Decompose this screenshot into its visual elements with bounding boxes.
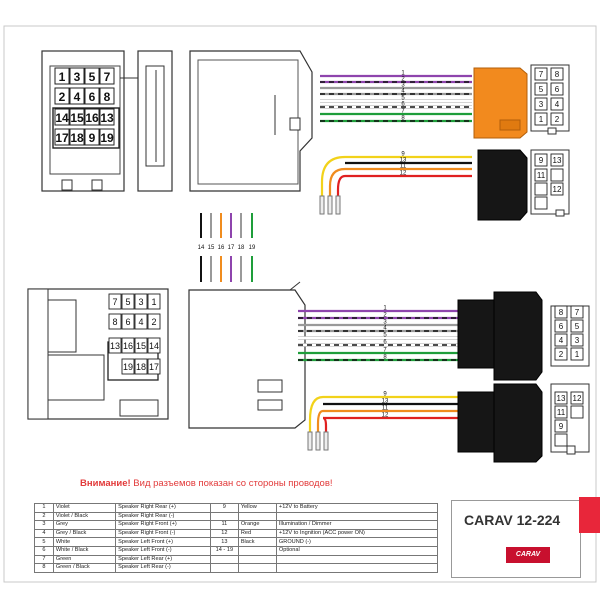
corner-red-marker [579,497,600,533]
bottom-plug-pin-b-label: 15 [135,341,147,351]
top-right-box-b-key [556,210,564,216]
legend-row [35,564,438,573]
legend-cell: Speaker Left Front (-) [116,546,211,555]
top-plug-pin-label: 15 [70,111,84,125]
legend-cell: 8 [35,564,54,573]
top-latch-slot [146,66,164,166]
top-right-box-a-label: 8 [554,70,560,79]
mid-bundle-label: 14 [197,245,205,251]
top-plug-pin-label: 4 [73,90,81,104]
bottom-yellow-lead [310,397,323,432]
bottom-wire-a-number: 1 [383,305,387,312]
model-name: CARAV 12-224 [464,512,561,528]
legend-cell: Speaker Right Rear (+) [116,504,211,513]
top-plug-pin-label: 18 [70,131,84,145]
top-right-box-a-key [548,128,556,134]
legend-cell: +12V to Ingnition (ACC power ON) [276,529,437,538]
bottom-orange-lead [318,411,323,432]
top-right-box-b-cell [535,197,547,209]
legend-cell: Illumination / Dimmer [276,521,437,530]
bottom-wire-b-number: 11 [381,405,389,412]
legend-row [35,546,438,555]
legend-cell: 3 [35,521,54,530]
legend-cell: Violet / Black [53,512,115,521]
top-right-box-a-label: 5 [538,85,544,94]
legend-cell: 13 [210,538,238,547]
bottom-right-box-a-label: 7 [574,308,580,317]
legend-cell [210,555,238,564]
bottom-plug-pin-b-label: 16 [122,341,134,351]
top-right-box-b-cell [551,169,563,181]
bottom-right-box-a-label: 5 [574,322,580,331]
bottom-wire-a-number: 8 [383,354,387,361]
bottom-right-box-b-label: 9 [558,422,564,431]
bottom-wire-a-number: 2 [383,312,387,319]
mid-bundle-label: 17 [227,245,235,251]
top-wire-b-number: 12 [399,170,407,177]
legend-row [35,555,438,564]
bottom-right-box-b-label: 11 [556,408,566,417]
legend-cell [238,555,276,564]
bottom-plug-pin-a-label: 5 [125,297,131,307]
top-wire-a-number: 7 [401,108,405,115]
top-plug-pin-label: 6 [88,90,96,104]
top-black-connector [478,150,527,220]
top-plug-pin-label: 17 [55,131,69,145]
legend-cell: White [53,538,115,547]
bottom-right-box-b-label: 13 [556,394,566,403]
top-right-box-a-label: 7 [538,70,544,79]
top-housing-latch [290,118,300,130]
top-wire-a-number: 3 [401,82,405,89]
top-red-lead [338,176,345,196]
legend-cell: 4 [35,529,54,538]
bottom-plug-pin-a-label: 8 [112,317,118,327]
top-wire-b-number: 11 [399,163,407,170]
top-plug-pin-label: 1 [58,70,66,84]
top-plug-pin-label: 7 [103,70,111,84]
legend-cell: Red [238,529,276,538]
bottom-plug-pin-a-label: 7 [112,297,118,307]
top-plug-pin-label: 3 [73,70,81,84]
top-wire-a-number: 2 [401,76,405,83]
top-plug-pin-label: 14 [55,111,69,125]
bottom-housing-pin [290,282,300,290]
legend-cell [210,512,238,521]
bottom-housing-latch [258,380,282,392]
legend-cell: Speaker Right Front (+) [116,521,211,530]
top-wire-a-number: 5 [401,95,405,102]
top-plug-pin-label: 19 [100,131,114,145]
bottom-right-box-a-label: 1 [574,350,580,359]
top-plug-tab [92,180,102,190]
legend-row [35,512,438,521]
bottom-spade-terminal [324,432,328,450]
bottom-right-box-a-label: 3 [574,336,580,345]
top-wire-a-number: 4 [401,88,405,95]
legend-cell: 14 - 19 [210,546,238,555]
top-orange-connector-tab [500,120,520,130]
bottom-right-box-a-label: 2 [558,350,564,359]
bottom-plug-pin-b-label: 17 [148,362,160,372]
legend-row [35,538,438,547]
bottom-wire-b-number: 13 [381,398,389,405]
top-wire-a-number: 6 [401,101,405,108]
legend-cell: Optional [276,546,437,555]
legend-cell: 11 [210,521,238,530]
legend-cell: 12 [210,529,238,538]
legend-cell: 2 [35,512,54,521]
bottom-plug-pin-a-label: 3 [138,297,144,307]
top-plug-pin-label: 5 [88,70,96,84]
mid-bundle-label: 16 [217,245,225,251]
bottom-wire-b-number: 9 [383,391,387,398]
top-plug-tab [62,180,72,190]
bottom-plug-foot [120,400,158,416]
bottom-wire-a-number: 6 [383,339,387,346]
bottom-black-connector-b-front [458,392,494,452]
bottom-plug-latch [48,300,76,352]
mid-bundle-label: 19 [248,245,256,251]
legend-cell: Speaker Left Front (+) [116,538,211,547]
legend-cell: Yellow [238,504,276,513]
legend-cell: Orange [238,521,276,530]
legend-row [35,504,438,513]
legend-cell: 6 [35,546,54,555]
bottom-plug-pin-b-label: 13 [109,341,121,351]
top-wire-a-number: 8 [401,115,405,122]
legend-cell: +12V to Battery [276,504,437,513]
bottom-plug-pin-a-label: 1 [151,297,157,307]
legend-cell: Green [53,555,115,564]
wire-legend-table [34,503,438,573]
top-right-box-b-label: 13 [552,156,562,165]
warning-label: Внимание! [80,478,131,489]
top-plug-pin-label: 9 [88,131,96,145]
bottom-wire-a-number: 3 [383,319,387,326]
legend-cell [238,512,276,521]
top-spade-terminal [328,196,332,214]
top-wire-b-number: 9 [401,151,405,158]
top-right-box-a-label: 6 [554,85,560,94]
legend-cell: 9 [210,504,238,513]
warning-text: Вид разъемов показан со стороны проводов! [130,478,333,489]
mid-bundle-label: 18 [237,245,245,251]
legend-cell: Speaker Left Rear (-) [116,564,211,573]
bottom-plug-pin-b-label: 18 [135,362,147,372]
bottom-housing-outline [189,290,305,428]
bottom-right-box-a-label: 4 [558,336,564,345]
bottom-wire-a-number: 4 [383,325,387,332]
legend-cell [238,546,276,555]
bottom-right-box-b-label: 12 [572,394,582,403]
legend-row [35,529,438,538]
top-plug-pin-label: 8 [103,90,111,104]
warning-note [80,478,333,489]
bottom-plug-left-col [28,289,48,419]
legend-cell: Speaker Left Rear (+) [116,555,211,564]
bottom-spade-terminal [316,432,320,450]
top-right-box-b-label: 12 [552,185,562,194]
legend-cell: Grey / Black [53,529,115,538]
legend-cell: Green / Black [53,564,115,573]
bottom-wire-b-number: 12 [381,412,389,419]
bottom-black-connector-b-back [494,384,542,462]
legend-cell [238,564,276,573]
top-right-box-a-label: 3 [538,100,544,109]
top-plug-pin-label: 2 [58,90,66,104]
legend-cell: Speaker Right Rear (-) [116,512,211,521]
brand-logo: CARAV [506,547,550,563]
legend-cell: Violet [53,504,115,513]
top-wire-b-number: 13 [399,157,407,164]
top-plug-pin-label: 16 [85,111,99,125]
top-right-box-b-label: 9 [538,156,544,165]
top-right-box-b-cell [535,183,547,195]
bottom-spade-terminal [308,432,312,450]
bottom-right-box-b-key [567,446,575,454]
top-right-box-a-label: 2 [554,115,560,124]
bottom-right-box-b-cell [571,406,583,418]
legend-cell [276,555,437,564]
bottom-plug-pin-a-label: 6 [125,317,131,327]
bottom-right-box-a-label: 8 [558,308,564,317]
bottom-plug-pin-b-label: 19 [122,362,134,372]
bottom-plug-pin-b-label: 14 [148,341,160,351]
bottom-wire-a-number: 7 [383,347,387,354]
bottom-black-connector-a-front [458,300,494,368]
top-plug-pin-label: 13 [100,111,114,125]
legend-cell [276,564,437,573]
bottom-right-box-a-label: 6 [558,322,564,331]
legend-cell: GROUND (-) [276,538,437,547]
legend-cell [276,512,437,521]
legend-cell: 5 [35,538,54,547]
legend-cell: White / Black [53,546,115,555]
bottom-plug-pin-a-label: 4 [138,317,144,327]
bottom-wire-a-number: 5 [383,332,387,339]
top-right-box-a-label: 1 [538,115,544,124]
legend-row [35,521,438,530]
bottom-red-lead [323,418,326,432]
legend-cell: Black [238,538,276,547]
top-spade-terminal [336,196,340,214]
legend-cell: 1 [35,504,54,513]
legend-cell: Speaker Right Front (-) [116,529,211,538]
bottom-right-box-b-cell [555,434,567,446]
legend-cell [210,564,238,573]
bottom-black-connector-a-back [494,292,542,380]
top-spade-terminal [320,196,324,214]
top-wire-a-number: 1 [401,70,405,77]
bottom-plug-pin-a-label: 2 [151,317,157,327]
brand-box [451,500,581,578]
top-right-box-b-label: 11 [536,171,546,180]
bottom-plug-lower [48,355,104,400]
legend-cell: 7 [35,555,54,564]
mid-bundle-label: 15 [207,245,215,251]
legend-cell: Grey [53,521,115,530]
bottom-housing-latch [258,400,282,410]
top-right-box-a-label: 4 [554,100,560,109]
